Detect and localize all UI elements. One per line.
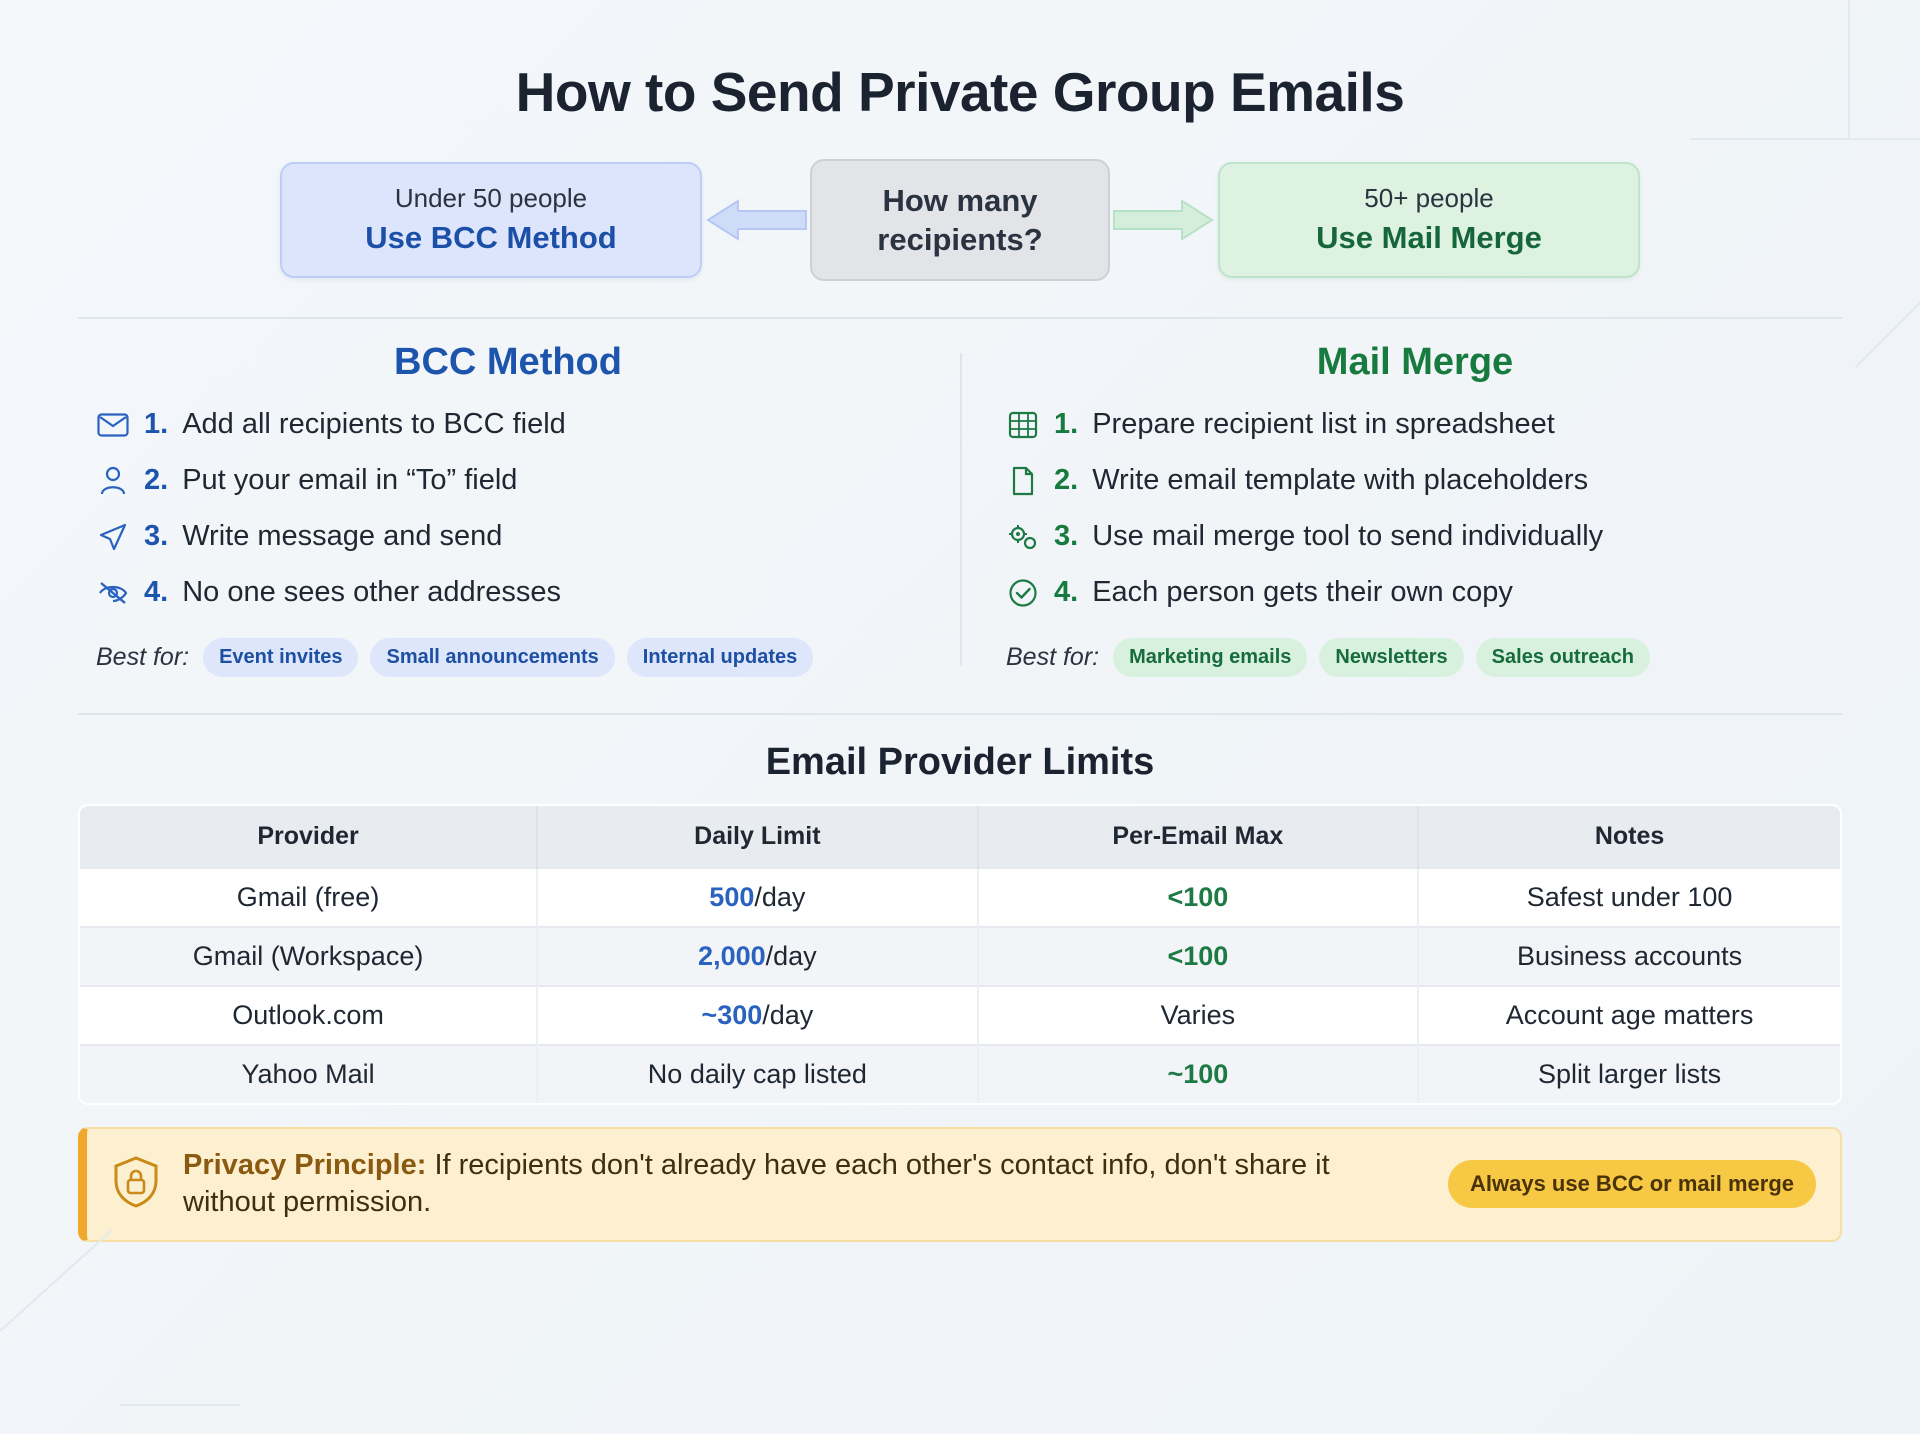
mailmerge-step-3-number: 3. — [1054, 520, 1079, 553]
table-title: Email Provider Limits — [765, 740, 1155, 783]
privacy-banner — [78, 1127, 1842, 1242]
bcc-chip-1: Event invites — [203, 638, 358, 677]
mailmerge-chip-2: Newsletters — [1319, 638, 1463, 677]
bcc-method-column — [78, 341, 960, 677]
cell-daily-limit — [537, 986, 978, 1045]
decision-question — [810, 159, 1110, 281]
provider-limits-table — [78, 804, 1842, 1105]
mailmerge-step-3 — [1006, 514, 1824, 560]
mail-merge-column — [960, 341, 1842, 677]
decision-option-bcc-condition: Under 50 people — [394, 182, 588, 213]
cell-notes: Split larger lists — [1418, 1045, 1841, 1104]
privacy-banner-text — [183, 1147, 1428, 1222]
bcc-best-for — [96, 638, 920, 677]
decision-question-line2: recipients? — [877, 221, 1043, 257]
table-row — [79, 986, 1841, 1045]
mailmerge-step-4-number: 4. — [1054, 576, 1079, 609]
th-notes: Notes — [1418, 805, 1841, 868]
table-header-row — [79, 805, 1841, 868]
mailmerge-step-4 — [1006, 570, 1824, 616]
send-icon — [96, 520, 130, 554]
decorative-line — [1690, 138, 1920, 140]
cell-daily-limit-value: 2,000 — [698, 940, 766, 971]
bcc-step-4 — [96, 570, 920, 616]
table-row — [79, 1045, 1841, 1104]
bcc-step-3-number: 3. — [144, 520, 169, 553]
decorative-line — [1848, 0, 1850, 140]
th-provider: Provider — [79, 805, 537, 868]
decorative-line — [120, 1404, 240, 1406]
eye-off-icon — [96, 576, 130, 610]
mailmerge-step-1 — [1006, 402, 1824, 448]
cell-daily-limit-value: ~300 — [701, 999, 763, 1030]
bcc-chip-2: Small announcements — [370, 638, 614, 677]
mailmerge-step-3-text: Use mail merge tool to send individually — [1092, 520, 1604, 553]
privacy-banner-bold: Privacy Principle: — [183, 1148, 427, 1181]
cell-notes: Account age matters — [1418, 986, 1841, 1045]
cell-provider: Gmail (free) — [79, 868, 537, 927]
arrow-left-icon — [702, 197, 810, 243]
column-divider — [960, 353, 962, 665]
table-row — [79, 868, 1841, 927]
cell-daily-limit — [537, 927, 978, 986]
gears-icon — [1006, 520, 1040, 554]
bcc-step-1-number: 1. — [144, 408, 169, 441]
divider — [78, 317, 1842, 319]
mailmerge-step-1-number: 1. — [1054, 408, 1079, 441]
mailmerge-best-for — [1006, 638, 1824, 677]
decision-option-mailmerge — [1218, 162, 1640, 278]
cell-provider: Outlook.com — [79, 986, 537, 1045]
cell-notes: Business accounts — [1418, 927, 1841, 986]
bcc-step-4-text: No one sees other addresses — [182, 576, 562, 609]
mailmerge-chip-3: Sales outreach — [1476, 638, 1650, 677]
envelope-icon — [96, 408, 130, 442]
cell-per-email-max: <100 — [978, 868, 1419, 927]
mail-merge-heading: Mail Merge — [1316, 340, 1514, 383]
bcc-best-for-label: Best for: — [96, 642, 190, 671]
cell-daily-limit-value: 500 — [709, 881, 755, 912]
mailmerge-best-for-label: Best for: — [1006, 642, 1100, 671]
decision-option-bcc-action: Use BCC Method — [365, 219, 617, 255]
table-row — [79, 927, 1841, 986]
bcc-method-heading: BCC Method — [394, 340, 622, 383]
cell-notes: Safest under 100 — [1418, 868, 1841, 927]
mailmerge-step-2-text: Write email template with placeholders — [1092, 464, 1589, 497]
cell-per-email-max: ~100 — [978, 1045, 1419, 1104]
mailmerge-step-2 — [1006, 458, 1824, 504]
mailmerge-step-2-number: 2. — [1054, 464, 1079, 497]
decision-question-line1: How many — [882, 182, 1038, 218]
divider — [78, 713, 1842, 715]
bcc-chip-3: Internal updates — [627, 638, 813, 677]
spreadsheet-icon — [1006, 408, 1040, 442]
bcc-step-2-text: Put your email in “To” field — [182, 464, 518, 497]
bcc-step-3 — [96, 514, 920, 560]
bcc-step-2 — [96, 458, 920, 504]
person-icon — [96, 464, 130, 498]
shield-lock-icon — [111, 1155, 163, 1214]
methods-section — [78, 341, 1842, 677]
decorative-line — [0, 1230, 112, 1332]
mailmerge-chip-1: Marketing emails — [1113, 638, 1307, 677]
bcc-step-1 — [96, 402, 920, 448]
decision-flow — [78, 159, 1842, 281]
privacy-banner-body: If recipients don't already have each other's contact info, don't share it without permission. — [183, 1148, 1330, 1219]
bcc-step-3-text: Write message and send — [182, 520, 503, 553]
document-icon — [1006, 464, 1040, 498]
cell-daily-limit-suffix: /day — [754, 881, 806, 912]
mailmerge-step-4-text: Each person gets their own copy — [1092, 576, 1513, 609]
bcc-step-1-text: Add all recipients to BCC field — [182, 408, 566, 441]
cell-daily-limit-suffix: No daily cap listed — [647, 1058, 867, 1089]
cell-provider: Yahoo Mail — [79, 1045, 537, 1104]
th-per-email-max: Per-Email Max — [978, 805, 1419, 868]
arrow-right-icon — [1110, 197, 1218, 243]
decision-option-mailmerge-condition: 50+ people — [1364, 182, 1494, 213]
cell-daily-limit-suffix: /day — [765, 940, 817, 971]
decision-option-bcc — [280, 162, 702, 278]
decision-option-mailmerge-action: Use Mail Merge — [1316, 219, 1542, 255]
cell-per-email-max: Varies — [978, 986, 1419, 1045]
mailmerge-step-1-text: Prepare recipient list in spreadsheet — [1092, 408, 1555, 441]
cell-daily-limit — [537, 868, 978, 927]
cell-daily-limit-suffix: /day — [762, 999, 814, 1030]
th-daily-limit: Daily Limit — [537, 805, 978, 868]
privacy-banner-tag: Always use BCC or mail merge — [1448, 1160, 1816, 1208]
bcc-step-4-number: 4. — [144, 576, 169, 609]
cell-daily-limit — [537, 1045, 978, 1104]
bcc-step-2-number: 2. — [144, 464, 169, 497]
page-title: How to Send Private Group Emails — [515, 61, 1405, 123]
cell-provider: Gmail (Workspace) — [79, 927, 537, 986]
cell-per-email-max: <100 — [978, 927, 1419, 986]
decorative-line — [1855, 300, 1920, 368]
check-circle-icon — [1006, 576, 1040, 610]
